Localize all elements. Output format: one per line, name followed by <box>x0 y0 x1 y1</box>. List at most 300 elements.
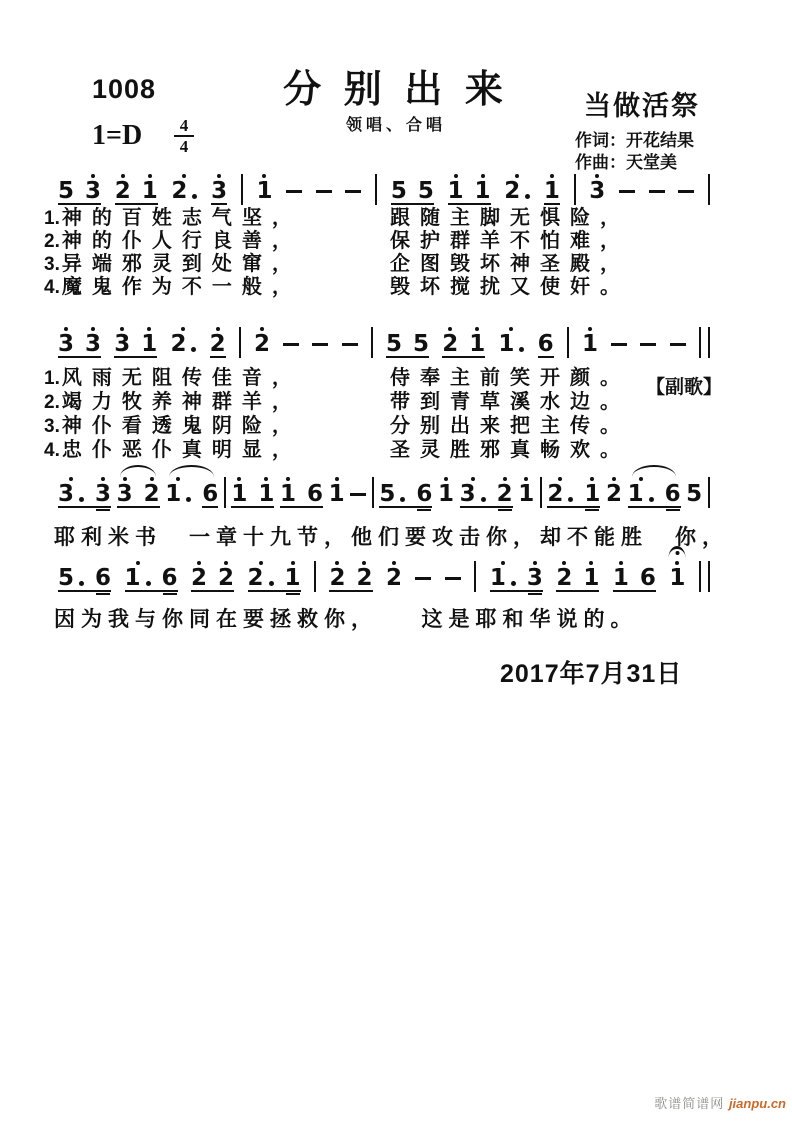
note-1 <box>475 172 491 202</box>
note-digit: 3 <box>85 331 102 357</box>
note-digit: 2 <box>504 178 521 204</box>
verse-lyric-line <box>44 415 764 438</box>
note-digit-row <box>543 178 560 205</box>
note-digit-row <box>474 178 491 204</box>
note-group <box>556 559 599 592</box>
note-6 <box>162 559 178 589</box>
duration-dash <box>670 343 686 346</box>
note-digit: 2 <box>114 178 131 204</box>
note-2 <box>356 559 372 589</box>
note-digit: 3 <box>114 331 131 357</box>
note-digit-row <box>85 331 102 357</box>
note-digit-row <box>498 331 524 357</box>
note-digit: 2 <box>191 565 208 591</box>
lyric-right-phrase: 分别出来把主传。 <box>390 415 630 437</box>
duration-dash <box>649 190 665 193</box>
augmentation-dot <box>481 497 486 502</box>
note-digit-row <box>116 481 133 507</box>
duration-dash <box>619 190 635 193</box>
verse-number: 2. <box>44 231 60 252</box>
barline <box>224 477 226 508</box>
note-3 <box>211 172 227 205</box>
note-digit: 5 <box>58 565 75 591</box>
note-digit-row <box>669 565 686 591</box>
note-digit: 2 <box>547 481 564 507</box>
note-group <box>547 475 600 508</box>
note-digit: 5 <box>385 331 402 357</box>
duration-dash <box>286 190 302 193</box>
note-digit-row <box>379 481 405 507</box>
note-digit: 6 <box>664 481 681 507</box>
note-3 <box>527 559 543 589</box>
note-digit: 1 <box>543 178 560 204</box>
barline <box>239 327 241 358</box>
note-3 <box>95 475 111 505</box>
note-digit-row <box>547 481 573 507</box>
music-line-4 <box>58 556 710 592</box>
note-1 <box>329 475 345 505</box>
note-digit: 2 <box>385 565 402 591</box>
note-digit-row <box>556 565 573 591</box>
composer-credit: 作曲：天堂美 <box>575 153 677 172</box>
augmentation-dot <box>649 497 654 502</box>
chorus-lyric-line: 耶利米书 一章十九节，他们要攻击你，却不能胜 你， <box>54 526 729 549</box>
note-group <box>115 172 158 205</box>
note-digit-row <box>459 481 486 507</box>
note-3 <box>58 325 74 355</box>
note-digit-row <box>416 481 433 507</box>
note-digit: 6 <box>95 565 112 591</box>
note-digit: 5 <box>390 178 407 204</box>
note-digit: 5 <box>417 178 434 204</box>
note-digit-row <box>141 331 158 357</box>
verse-lyric-line <box>44 276 764 299</box>
watermark <box>654 1093 786 1112</box>
note-digit-row <box>639 565 656 591</box>
note-digit: 3 <box>211 178 228 204</box>
note-group <box>613 559 656 592</box>
note-2 <box>171 172 197 202</box>
duration-dash <box>316 190 332 193</box>
note-group <box>125 559 178 592</box>
note-digit: 1 <box>231 481 248 507</box>
time-signature-denominator: 4 <box>179 137 189 156</box>
note-group <box>248 559 301 592</box>
note-digit-row <box>356 565 373 591</box>
note-digit: 5 <box>686 481 703 507</box>
note-1 <box>498 325 524 355</box>
watermark-site-url[interactable]: jianpu.cn <box>728 1096 786 1111</box>
note-digit: 2 <box>170 331 187 357</box>
note-2 <box>218 559 234 589</box>
note-digit-row <box>686 481 703 507</box>
note-digit: 2 <box>171 178 188 204</box>
note-digit: 6 <box>537 331 554 357</box>
lyric-left-phrase: 神的百姓志气坚， <box>61 207 302 229</box>
augmentation-dot <box>186 497 191 502</box>
note-1 <box>490 559 516 589</box>
performance-note: 领唱、合唱 <box>345 117 446 134</box>
note-5 <box>58 559 84 589</box>
note-digit-row <box>170 331 196 357</box>
verse-number: 3. <box>44 416 60 437</box>
note-2 <box>606 475 622 505</box>
barline <box>314 561 316 592</box>
note-digit: 1 <box>669 565 686 591</box>
note-1 <box>448 172 464 202</box>
music-line-3 <box>58 472 710 508</box>
note-digit: 2 <box>442 331 459 357</box>
note-digit-row <box>537 331 554 358</box>
note-digit: 2 <box>143 481 160 507</box>
note-digit-row <box>114 178 131 204</box>
augmentation-dot <box>400 497 405 502</box>
note-digit: 1 <box>141 178 158 204</box>
note-digit-row <box>329 565 346 591</box>
note-6 <box>202 475 218 508</box>
duration-dash <box>312 343 328 346</box>
note-digit-row <box>582 331 599 357</box>
note-digit-row <box>58 481 84 507</box>
note-digit: 1 <box>258 481 275 507</box>
note-1 <box>669 559 685 589</box>
note-digit-row <box>284 565 301 591</box>
barline <box>708 174 710 205</box>
note-digit: 1 <box>584 481 601 507</box>
augmentation-dot <box>191 347 196 352</box>
note-digit: 3 <box>95 481 112 507</box>
verse-lyric-line <box>44 253 764 276</box>
note-digit: 3 <box>58 481 75 507</box>
note-1 <box>231 475 247 505</box>
note-2 <box>504 172 530 202</box>
note-1 <box>125 559 151 589</box>
time-signature <box>174 117 194 156</box>
note-group <box>58 172 101 205</box>
note-digit: 2 <box>209 331 226 357</box>
note-digit: 6 <box>639 565 656 591</box>
note-digit: 3 <box>589 178 606 204</box>
barline <box>371 327 373 358</box>
note-6 <box>95 559 111 589</box>
note-digit: 2 <box>247 565 264 591</box>
note-digit-row <box>526 565 543 591</box>
note-digit-row <box>589 178 606 204</box>
note-digit: 1 <box>284 565 301 591</box>
note-digit-row <box>165 481 191 507</box>
note-2 <box>547 475 573 505</box>
note-group <box>379 475 432 508</box>
lyric-right-phrase: 侍奉主前笑开颜。 <box>390 367 630 389</box>
note-6 <box>640 559 656 589</box>
note-3 <box>85 172 101 202</box>
note-digit-row <box>328 481 345 507</box>
date: 2017年7月31日 <box>500 660 683 688</box>
note-digit-row <box>280 481 297 507</box>
note-digit-row <box>437 481 454 507</box>
note-digit: 2 <box>605 481 622 507</box>
note-digit-row <box>254 331 271 357</box>
note-digit-row <box>256 178 273 204</box>
key-signature: 1=D <box>92 120 143 151</box>
note-1 <box>584 475 600 505</box>
note-digit: 6 <box>416 481 433 507</box>
note-group <box>117 475 160 508</box>
augmentation-dot <box>79 581 84 586</box>
note-digit-row <box>584 481 601 507</box>
barline <box>375 174 377 205</box>
dedication-title: 当做活祭 <box>584 91 700 121</box>
barline <box>574 174 576 205</box>
note-group <box>114 325 157 358</box>
note-digit-row <box>171 178 197 204</box>
chorus-lyric-line: 因为我与你同在要拯救你， 这是耶和华说的。 <box>54 608 638 631</box>
lyric-right-phrase: 保护群羊不怕难， <box>390 230 630 252</box>
lyricist-credit: 作词：开花结果 <box>575 131 694 150</box>
note-digit: 1 <box>498 331 515 357</box>
note-5 <box>686 475 702 505</box>
note-digit-row <box>627 481 654 507</box>
note-digit: 2 <box>496 481 513 507</box>
duration-dash <box>345 190 361 193</box>
note-group <box>165 475 218 508</box>
note-digit-row <box>385 331 402 357</box>
note-digit: 5 <box>413 331 430 357</box>
note-digit-row <box>489 565 516 591</box>
note-digit: 1 <box>447 178 464 204</box>
note-digit-row <box>442 331 459 357</box>
note-1 <box>142 172 158 202</box>
note-digit-row <box>390 178 407 204</box>
note-digit: 1 <box>489 565 506 591</box>
note-1 <box>628 475 654 505</box>
note-group <box>231 475 274 508</box>
note-digit: 3 <box>459 481 476 507</box>
final-barline <box>699 561 710 592</box>
final-barline <box>699 327 710 358</box>
note-digit: 3 <box>58 331 75 357</box>
note-1 <box>583 559 599 589</box>
note-digit: 6 <box>161 565 178 591</box>
note-6 <box>416 475 432 505</box>
note-digit: 5 <box>379 481 396 507</box>
note-group <box>58 559 111 592</box>
note-1 <box>518 475 534 505</box>
note-digit-row <box>211 178 228 205</box>
note-2 <box>144 475 160 505</box>
note-group <box>191 559 234 592</box>
note-5 <box>386 325 402 355</box>
note-2 <box>329 559 345 589</box>
note-digit-row <box>664 481 681 507</box>
verse-number: 1. <box>44 368 60 389</box>
lyric-left-phrase: 神的仆人行良善， <box>61 230 302 252</box>
note-2 <box>170 325 196 355</box>
note-group <box>442 325 485 358</box>
note-digit-row <box>58 178 75 204</box>
note-digit-row <box>124 565 151 591</box>
note-digit-row <box>496 481 513 507</box>
barline <box>372 477 374 508</box>
note-digit-row <box>231 481 248 507</box>
note-1 <box>438 475 454 505</box>
note-3 <box>58 475 84 505</box>
lyric-left-phrase: 异端邪灵到处窜， <box>61 253 302 275</box>
note-1 <box>285 559 301 589</box>
note-digit: 1 <box>583 565 600 591</box>
note-digit-row <box>209 331 226 358</box>
note-digit: 1 <box>437 481 454 507</box>
augmentation-dot <box>525 194 530 199</box>
lyric-right-phrase: 圣灵胜邪真畅欢。 <box>390 439 630 461</box>
note-6 <box>538 325 554 358</box>
barline <box>241 174 243 205</box>
note-digit-row <box>58 565 84 591</box>
watermark-site-name: 歌谱简谱网 <box>654 1096 725 1111</box>
note-5 <box>391 172 407 202</box>
note-group <box>386 325 429 358</box>
lyric-left-phrase: 风雨无阻传佳音， <box>61 367 302 389</box>
note-6 <box>307 475 323 505</box>
note-group <box>460 475 513 508</box>
note-2 <box>191 559 207 589</box>
note-digit: 3 <box>116 481 133 507</box>
note-digit-row <box>143 481 160 507</box>
note-digit: 6 <box>307 481 324 507</box>
duration-dash <box>640 343 656 346</box>
augmentation-dot <box>568 497 573 502</box>
note-digit-row <box>114 331 131 357</box>
augmentation-dot <box>269 581 274 586</box>
lyric-left-phrase: 神仆看透鬼阴险， <box>61 415 302 437</box>
note-digit-row <box>95 481 112 507</box>
note-digit: 1 <box>280 481 297 507</box>
chorus-label: 【副歌】 <box>646 377 723 398</box>
note-digit-row <box>612 565 629 591</box>
note-digit-row <box>218 565 235 591</box>
note-digit-row <box>161 565 178 591</box>
duration-dash <box>350 493 366 496</box>
note-group <box>628 475 681 508</box>
augmentation-dot <box>79 497 84 502</box>
note-digit-row <box>413 331 430 357</box>
lyric-left-phrase: 忠仆恶仆真明显， <box>61 439 302 461</box>
note-digit-row <box>307 481 324 507</box>
note-group <box>329 559 372 592</box>
note-1 <box>258 475 274 505</box>
note-2 <box>248 559 274 589</box>
note-digit-row <box>469 331 486 357</box>
note-group <box>490 559 543 592</box>
note-2 <box>115 172 131 202</box>
note-digit-row <box>58 331 75 357</box>
note-1 <box>280 475 296 505</box>
time-signature-numerator: 4 <box>174 117 194 137</box>
note-digit: 1 <box>469 331 486 357</box>
barline <box>567 327 569 358</box>
note-2 <box>386 559 402 589</box>
note-2 <box>442 325 458 355</box>
duration-dash <box>445 577 461 580</box>
note-digit-row <box>385 565 402 591</box>
augmentation-dot <box>146 581 151 586</box>
note-digit-row <box>583 565 600 591</box>
note-digit-row <box>85 178 102 204</box>
note-digit-row <box>518 481 535 507</box>
note-6 <box>665 475 681 505</box>
lyric-left-phrase: 竭力牧养神群羊， <box>61 391 302 413</box>
augmentation-dot <box>511 581 516 586</box>
note-digit: 1 <box>474 178 491 204</box>
note-digit-row <box>202 481 219 508</box>
note-1 <box>544 172 560 205</box>
note-digit: 1 <box>141 331 158 357</box>
note-1 <box>613 559 629 589</box>
duration-dash <box>415 577 431 580</box>
note-3 <box>114 325 130 355</box>
lyric-left-phrase: 魔鬼作为不一般， <box>61 276 302 298</box>
note-5 <box>379 475 405 505</box>
note-2 <box>254 325 270 355</box>
duration-dash <box>611 343 627 346</box>
barline <box>540 477 542 508</box>
note-digit: 5 <box>58 178 75 204</box>
duration-dash <box>283 343 299 346</box>
note-digit: 2 <box>556 565 573 591</box>
note-2 <box>497 475 513 505</box>
note-digit-row <box>247 565 274 591</box>
duration-dash <box>342 343 358 346</box>
music-line-1 <box>58 169 710 205</box>
augmentation-dot <box>192 194 197 199</box>
note-digit: 1 <box>124 565 141 591</box>
song-number: 1008 <box>92 74 157 104</box>
note-3 <box>117 475 133 505</box>
lyric-right-phrase: 企图毁坏神圣殿， <box>390 253 630 275</box>
verse-number: 1. <box>44 208 60 229</box>
note-digit: 1 <box>612 565 629 591</box>
note-3 <box>460 475 486 505</box>
verse-number: 3. <box>44 254 60 275</box>
note-1 <box>256 172 272 202</box>
note-1 <box>141 325 157 355</box>
note-digit: 1 <box>518 481 535 507</box>
note-2 <box>556 559 572 589</box>
note-5 <box>413 325 429 355</box>
note-2 <box>210 325 226 358</box>
note-3 <box>589 172 605 202</box>
note-digit-row <box>191 565 208 591</box>
note-digit-row <box>258 481 275 507</box>
verse-lyric-line <box>44 439 764 462</box>
augmentation-dot <box>519 347 524 352</box>
verse-lyric-line <box>44 230 764 253</box>
note-digit: 2 <box>329 565 346 591</box>
note-digit-row <box>95 565 112 591</box>
lyric-right-phrase: 跟随主脚无惧险， <box>390 207 630 229</box>
note-digit-row <box>605 481 622 507</box>
note-digit: 1 <box>627 481 644 507</box>
note-5 <box>418 172 434 202</box>
note-group <box>448 172 491 205</box>
note-group <box>391 172 434 205</box>
note-group <box>58 325 101 358</box>
note-group <box>280 475 323 508</box>
note-digit: 3 <box>85 178 102 204</box>
note-digit: 2 <box>218 565 235 591</box>
music-line-2 <box>58 322 710 358</box>
note-1 <box>469 325 485 355</box>
